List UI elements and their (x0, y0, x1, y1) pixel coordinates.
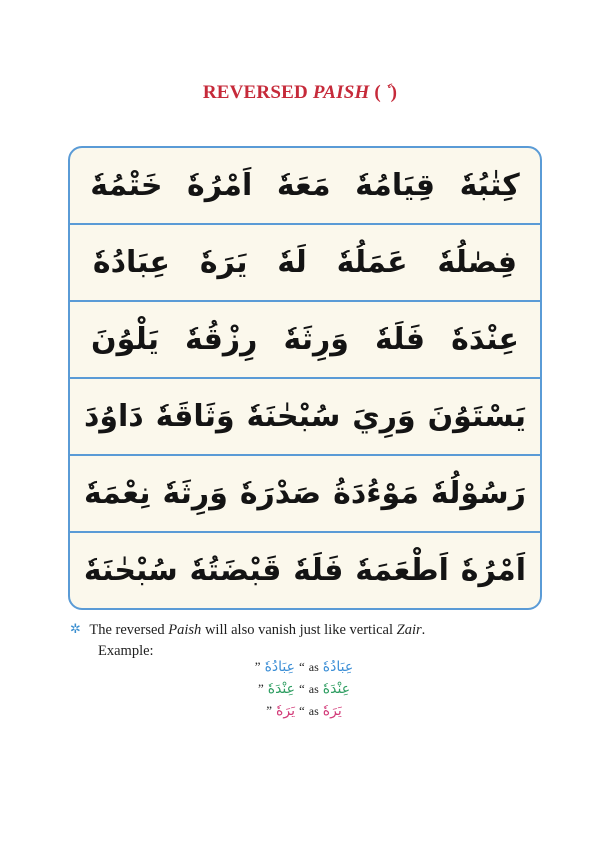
example-as: as (308, 703, 319, 718)
grid-row (70, 302, 540, 379)
note-part: The reversed (89, 622, 169, 638)
arabic-word: قَبْضَتُهٗ (189, 553, 282, 588)
example-target: عِبَادُهٗ (264, 659, 295, 675)
examples-list (224, 656, 384, 722)
open-quote: “ (299, 659, 305, 674)
arabic-word: عَمَلُهٗ (336, 245, 408, 280)
arabic-word: اَمْرُهٗ (187, 168, 253, 203)
example-as: as (308, 681, 319, 696)
example-target: عِنْدَهٗ (267, 681, 295, 697)
note-part: will also vanish just like vertical (201, 622, 397, 638)
close-quote: ” (266, 703, 273, 718)
grid-row (70, 379, 540, 456)
arabic-word: لَهٗ (277, 245, 307, 280)
arabic-word: اَطْعَمَهٗ (355, 553, 449, 588)
example-row (224, 656, 384, 678)
arabic-word: وَرِثَهٗ (162, 476, 228, 511)
arabic-word: صَدْرَهٗ (239, 476, 322, 511)
arabic-word: فِصٰلُهٗ (437, 245, 518, 280)
arabic-word: رَسُوْلُهٗ (430, 476, 526, 511)
example-label: Example: (98, 643, 154, 659)
example-target: يَرَهٗ (276, 703, 295, 719)
close-quote: ” (254, 659, 261, 674)
arabic-word: سُبْحٰنَهٗ (83, 553, 178, 588)
example-row (224, 678, 384, 700)
title-open-paren: ( (369, 82, 386, 103)
page-title (0, 82, 600, 104)
grid-row (70, 456, 540, 533)
grid-row (70, 225, 540, 302)
example-row (224, 700, 384, 722)
example-word: يَرَهٗ (322, 703, 342, 719)
arabic-word: يَلْوُنَ (91, 322, 159, 357)
arabic-word: وَثَاقَهٗ (155, 399, 235, 434)
word-grid (68, 146, 542, 610)
arabic-word: يَسْتَوُنَ (427, 399, 527, 434)
grid-row (70, 533, 540, 608)
note-italic: Zair (396, 622, 422, 638)
title-prefix: REVERSED (202, 82, 313, 103)
gear-icon: ✲ (70, 622, 81, 637)
example-word: عِنْدَهٗ (322, 681, 351, 697)
title-close-paren: ) (385, 82, 398, 103)
arabic-word: نِعْمَهٗ (83, 476, 151, 511)
arabic-word: كِتٰبُهٗ (459, 168, 520, 203)
arabic-word: خَتْمُهٗ (90, 168, 163, 203)
open-quote: “ (299, 681, 305, 696)
arabic-word: رِزْقُهٗ (185, 322, 258, 357)
arabic-word: وَرِثَهٗ (283, 322, 349, 357)
arabic-word: فَلَهٗ (293, 553, 344, 588)
arabic-word: يَرَهٗ (199, 245, 248, 280)
arabic-word: قِيَامُهٗ (355, 168, 436, 203)
arabic-word: اَمْرُهٗ (460, 553, 527, 588)
title-italic: PAISH (312, 82, 370, 103)
arabic-word: مَوْءُدَةُ (333, 476, 419, 511)
arabic-word: فَلَهٗ (374, 322, 426, 357)
example-as: as (308, 659, 319, 674)
arabic-word: وَرِيَ (352, 399, 416, 434)
arabic-word: سُبْحٰنَهٗ (246, 399, 341, 434)
arabic-word: عِنْدَهٗ (451, 322, 519, 357)
note-italic: Paish (168, 622, 202, 638)
grid-row (70, 148, 540, 225)
open-quote: “ (299, 703, 305, 718)
note-part: . (421, 622, 426, 638)
arabic-word: عِبَادُهٗ (92, 245, 171, 280)
arabic-word: دَاوُدَ (83, 399, 144, 434)
close-quote: ” (257, 681, 264, 696)
note-text (70, 622, 550, 639)
example-word: عِبَادُهٗ (322, 659, 354, 675)
arabic-word: مَعَهٗ (276, 168, 331, 203)
